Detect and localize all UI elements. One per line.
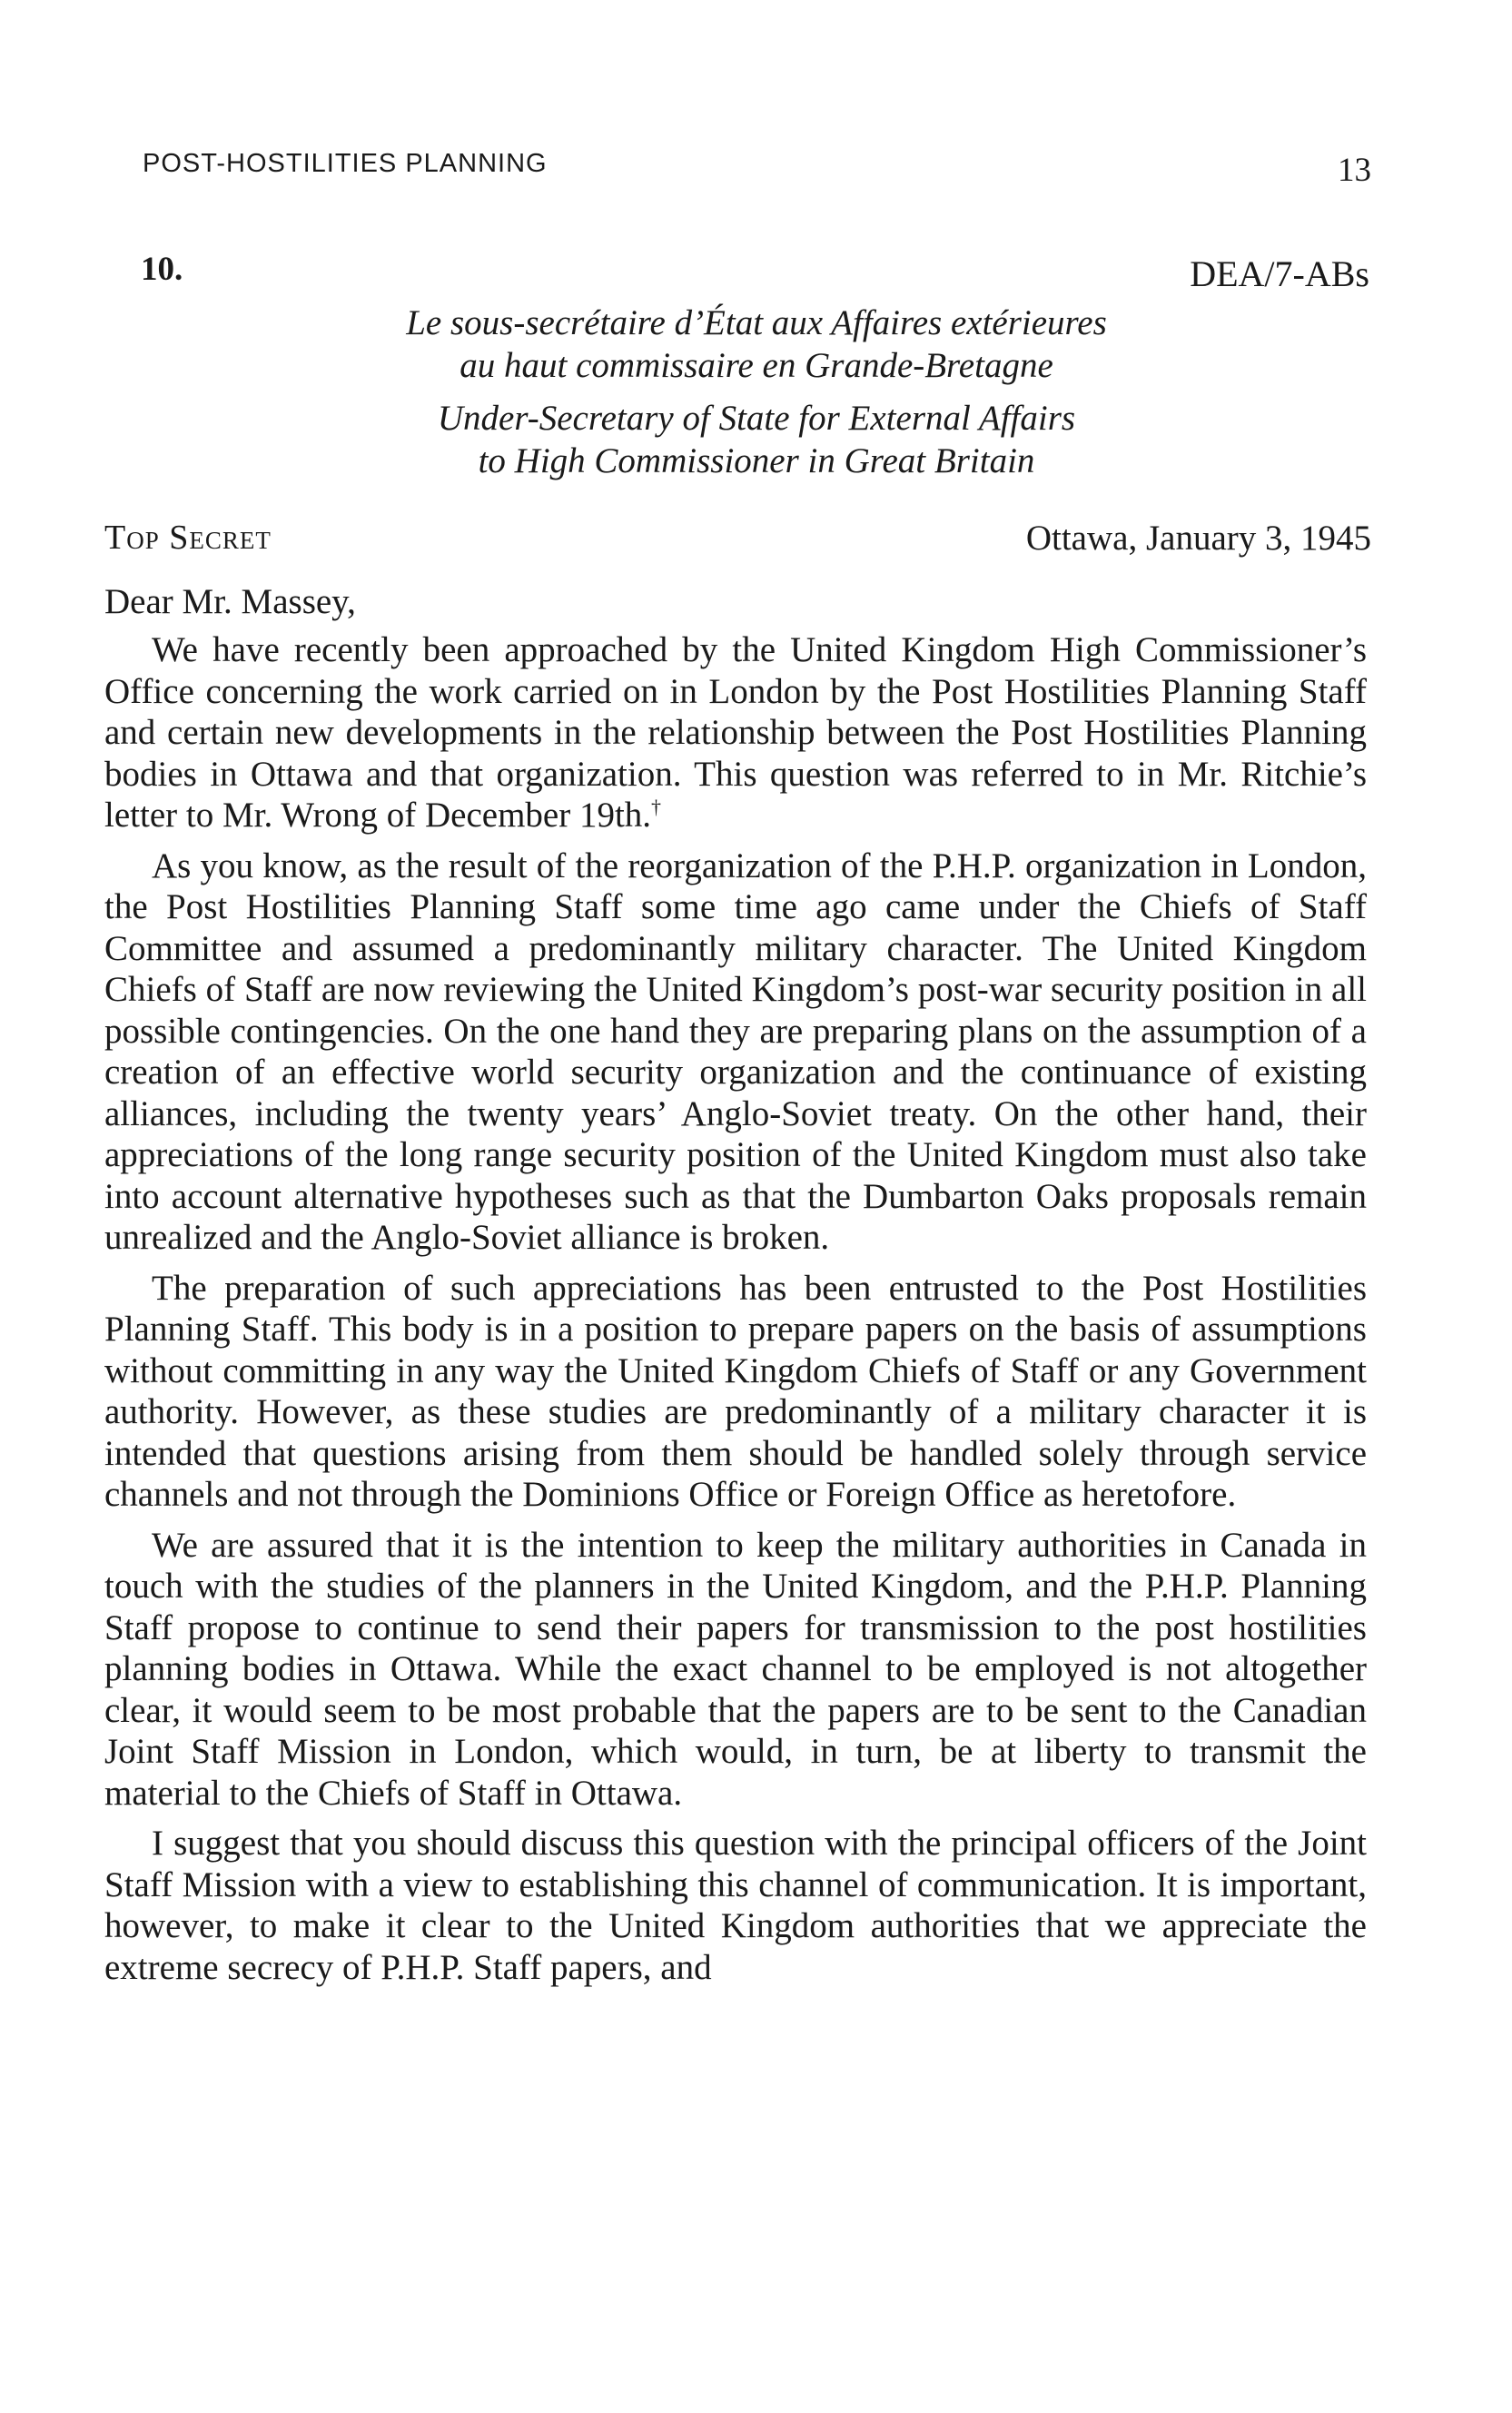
document-number: 10. [141,251,183,288]
heading-french-line-1: Le sous-secrétaire d’État aux Affaires extérieures [406,303,1107,342]
salutation: Dear Mr. Massey, [104,582,356,621]
classification: Top Secret [104,519,272,557]
paragraph-4: We are assured that it is the intention to keep the military authorities in Canada in touch with the studies of the planners in the United Kingdom, and the P.H.P. Planning Staff propose to continue to send their papers for transmission to the post hostilities planning bodies in Ottawa. While the exact channel to be employed is not altogether clear, it would seem to be most probable that the papers are to be sent to the Canadian Joint Staff Mission in London, which would, in turn, be at liberty to transmit the material to the Chiefs of Staff in Ottawa. [104,1525,1367,1813]
file-reference: DEA/7-ABs [1190,253,1369,294]
heading-english-line-2: to High Commissioner in Great Britain [478,441,1035,480]
heading-french-line-2: au haut commissaire en Grande-Bretagne [460,346,1053,385]
letter-body [104,629,1367,1988]
running-head: POST-HOSTILITIES PLANNING [143,149,548,178]
paragraph-5: I suggest that you should discuss this question with the principal officers of the Joint Staff Mission with a view to establishing this channel of communication. It is important, however, to make it clear to the United Kingdom authorities that we appreciate the extreme secrecy of P.H.P. Staff papers, and [104,1824,1367,1987]
place-date: Ottawa, January 3, 1945 [1025,519,1371,558]
page-number: 13 [1338,152,1371,189]
heading-french [143,302,1370,387]
footnote-mark: † [651,796,662,818]
paragraph-1 [104,629,1367,836]
heading-english [143,397,1370,482]
paragraph-1-text: We have recently been approached by the United Kingdom High Commissioner’s Office concerning the work carried on in London by the Post Hostilities Planning Staff and certain new developments in the relationship between the Post Hostilities Planning bodies in Ottawa and that organization. This question was referred to in Mr. Ritchie’s letter to Mr. Wrong of December 19th. [104,630,1367,835]
paragraph-3: The preparation of such appreciations has been entrusted to the Post Hostilities Planning Staff. This body is in a position to prepare papers on the basis of assumptions without committing in any way the United Kingdom Chiefs of Staff or any Government authority. However, as these studies are predominantly of a military character it is intended that questions arising from them should be handled solely through service channels and not through the Dominions Office or Foreign Office as heretofore. [104,1268,1367,1514]
heading-english-line-1: Under-Secretary of State for External Affairs [437,399,1076,438]
paragraph-2: As you know, as the result of the reorganization of the P.H.P. organization in London, the Post Hostilities Planning Staff some time ago came under the Chiefs of Staff Committee and assumed a predominantly military character. The United Kingdom Chiefs of Staff are now reviewing the United Kingdom’s post-war security position in all possible contingencies. On the one hand they are preparing plans on the assumption of a creation of an effective world security organization and the continuance of existing alliances, including the twenty years’ Anglo-Soviet treaty. On the other hand, their appreciations of the long range security position of the United Kingdom must also take into account alternative hypotheses such as that the Dumbarton Oaks proposals remain unrealized and the Anglo-Soviet alliance is broken. [104,846,1367,1257]
